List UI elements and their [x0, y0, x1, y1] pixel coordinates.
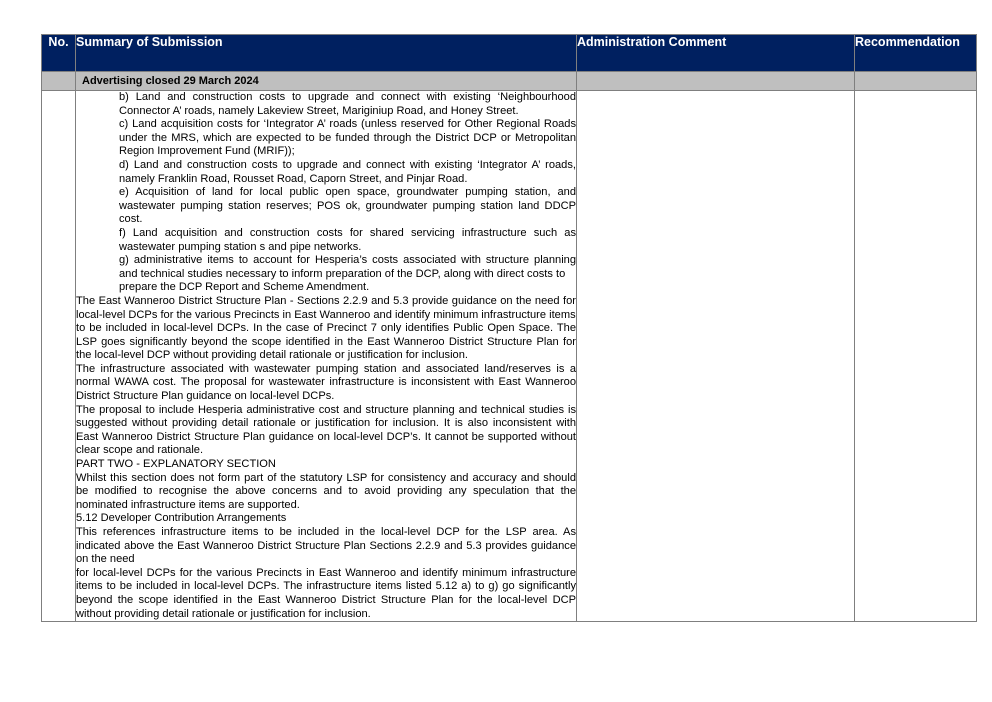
summary-paragraph: f) Land acquisition and construction costs for shared servicing infrastructure such as wastewater pumping station s and pipe networks.	[119, 226, 576, 253]
summary-paragraph: The proposal to include Hesperia administrative cost and structure planning and technical studies is suggested without providing detail rationale or justification for inclusion. It is also inconsistent with East Wanneroo District Structure Plan guidance on local-level DCP’s. It cannot be supported without clear scope and rationale.	[76, 403, 576, 457]
section-label: Advertising closed 29 March 2024	[76, 72, 577, 91]
summary-paragraph: d) Land and construction costs to upgrade and connect with existing ‘Integrator A’ roads, namely Franklin Road, Rousset Road, Caporn Street, and Pinjar Road.	[119, 158, 576, 185]
summary-paragraph: This references infrastructure items to be included in the local-level DCP for the LSP area. As indicated above the East Wanneroo District Structure Plan Sections 2.2.9 and 5.3 provides guidance on the need	[76, 526, 576, 566]
summary-paragraph: e) Acquisition of land for local public open space, groundwater pumping station, and wastewater pumping station reserves; POS ok, groundwater pumping station land DDCP cost.	[119, 186, 576, 226]
summary-heading: 5.12 Developer Contribution Arrangements	[76, 512, 287, 525]
summary-paragraph: for local-level DCPs for the various Precincts in East Wanneroo and identify minimum infrastructure items to be included in local-level DCPs. The infrastructure items listed 5.12 a) to g) go significantly beyond the scope identified in the East Wanneroo District Structure Plan for the local-level DCP without providing detail rationale or justification for inclusion.	[76, 566, 576, 620]
header-no: No.	[42, 35, 76, 72]
row-admin-comment	[577, 91, 855, 622]
header-recommendation: Recommendation	[855, 35, 977, 72]
table-row	[42, 91, 977, 622]
summary-paragraph: prepare the DCP Report and Scheme Amendment.	[119, 281, 370, 294]
submissions-table	[41, 34, 977, 622]
section-admin-cell	[577, 72, 855, 91]
summary-paragraph: c) Land acquisition costs for ‘Integrator A’ roads (unless reserved for Other Regional Roads under the MRS, which are expected to be funded through the District DCP or Metropolitan Region Improvement Fund (MRIF));	[119, 118, 576, 158]
header-admin-comment: Administration Comment	[577, 35, 855, 72]
summary-paragraph: to be included in local-level DCPs. In the case of Precinct 7 only identifies Public Open Space. The LSP goes significantly beyond the scope identified in the East Wanneroo District Structure Plan for the local-level DCP without providing detail rationale or justification for inclusion.	[76, 322, 576, 362]
header-row	[42, 35, 977, 72]
section-no-cell	[42, 72, 76, 91]
summary-paragraph: The infrastructure associated with wastewater pumping station and associated land/reserves is a normal WAWA cost. The proposal for wastewater infrastructure is inconsistent with East Wanneroo District Structure Plan guidance on local-level DCPs.	[76, 362, 576, 403]
section-row	[42, 72, 977, 91]
row-summary	[76, 91, 577, 622]
summary-paragraph: The East Wanneroo District Structure Plan - Sections 2.2.9 and 5.3 provide guidance on the need for local-level DCPs for the various Precincts in East Wanneroo and identify minimum infrastructure items	[76, 294, 576, 321]
summary-paragraph: g) administrative items to account for Hesperia’s costs associated with structure planning and technical studies necessary to inform preparation of the DCP, along with direct costs to	[119, 254, 576, 280]
section-rec-cell	[855, 72, 977, 91]
row-recommendation	[855, 91, 977, 622]
header-summary: Summary of Submission	[76, 35, 577, 72]
summary-paragraph: Whilst this section does not form part of the statutory LSP for consistency and accuracy and should be modified to recognise the above concerns and to avoid providing any speculation that the nominated infrastructure items are supported.	[76, 471, 576, 511]
row-no	[42, 91, 76, 622]
summary-paragraph: b) Land and construction costs to upgrade and connect with existing ‘Neighbourhood Connector A’ roads, namely Lakeview Street, Mariginiup Road, and Honey Street.	[119, 91, 576, 117]
summary-heading: PART TWO - EXPLANATORY SECTION	[76, 458, 276, 471]
